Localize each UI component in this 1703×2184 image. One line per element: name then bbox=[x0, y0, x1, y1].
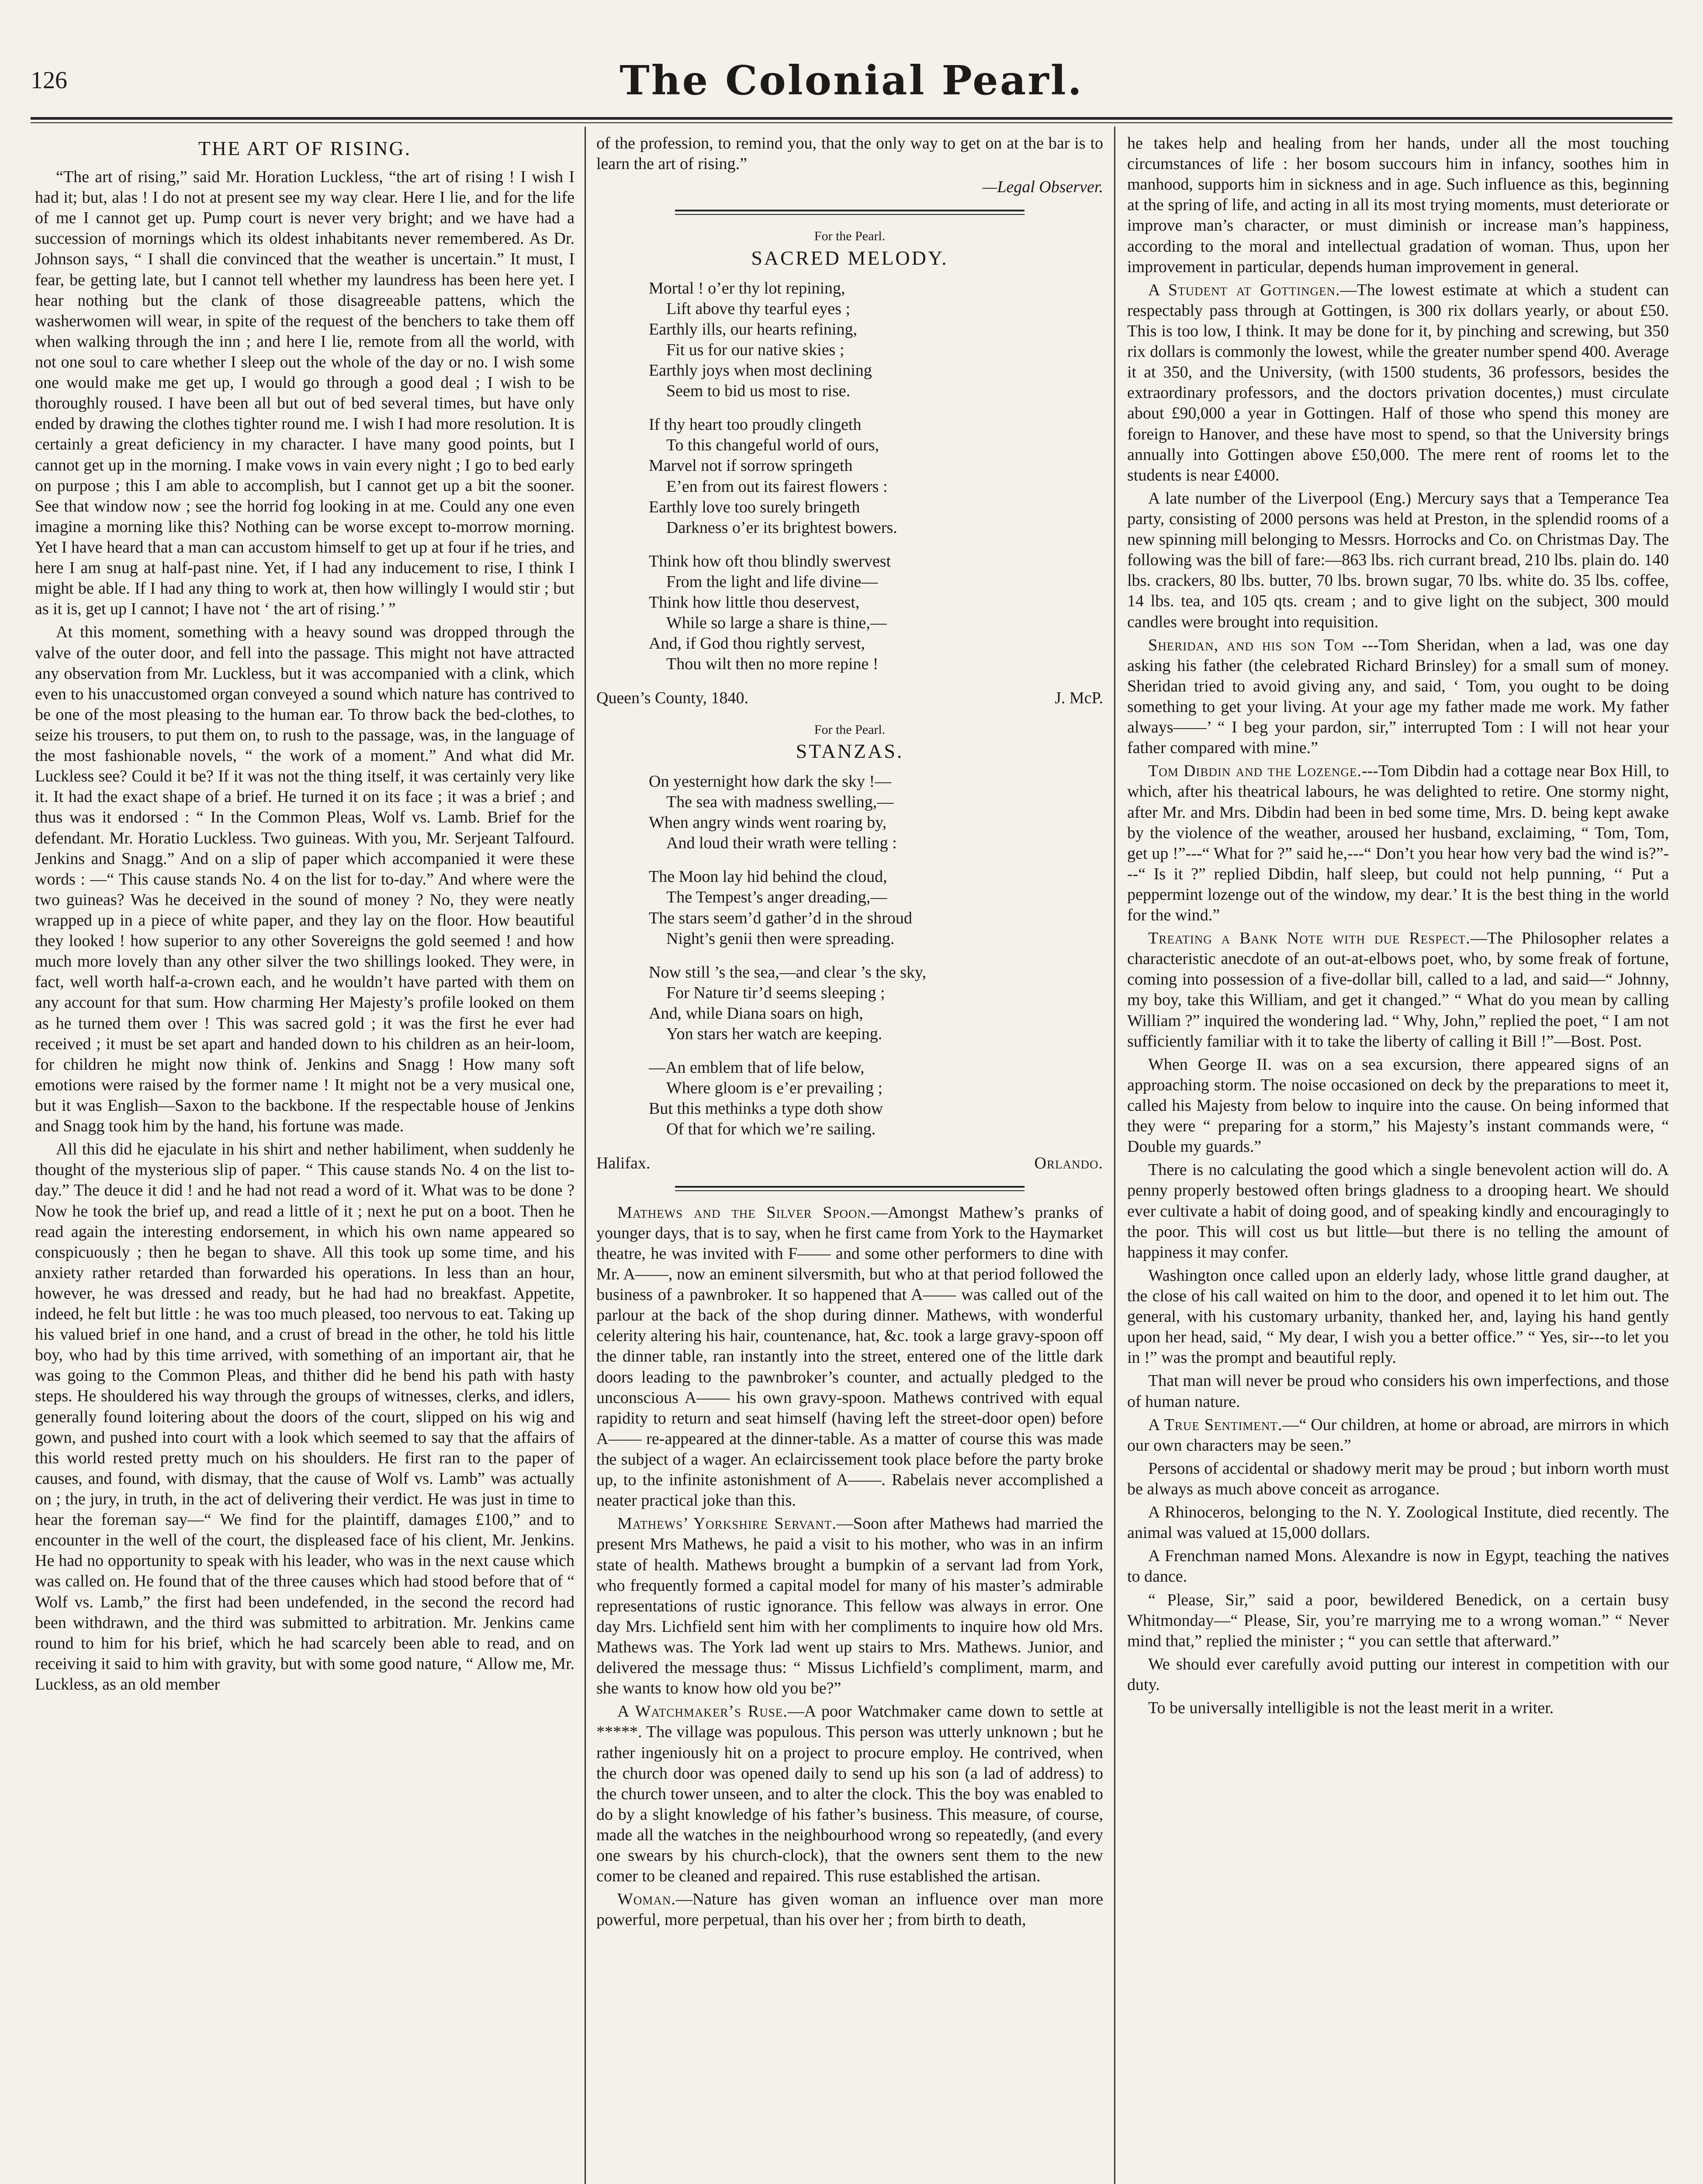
item-text: To be universally intelligible is not the least merit in a writer. bbox=[1148, 1699, 1554, 1717]
anecdote-paragraph bbox=[596, 1514, 1103, 1699]
poem-line: —An emblem that of life below, bbox=[649, 1058, 865, 1077]
poem-line: Mortal ! o’er thy lot repining, bbox=[649, 279, 845, 297]
poem-signature-row bbox=[596, 1153, 1103, 1174]
item-paragraph bbox=[1127, 488, 1669, 632]
poem-place: Queen’s County, 1840. bbox=[596, 688, 748, 707]
column-divider bbox=[585, 127, 586, 2184]
item-paragraph bbox=[1127, 1654, 1669, 1695]
item-lead: A Student at Gottingen. bbox=[1148, 280, 1340, 299]
poem-line: Night’s genii then were spreading. bbox=[666, 929, 895, 948]
poem-line: Darkness o’er its brightest bowers. bbox=[666, 518, 897, 537]
poem-line: The Moon lay hid behind the cloud, bbox=[649, 867, 887, 886]
item-text: ---Tom Sheridan, when a lad, was one day asking his father (the celebrated Richard Brinsley) for a small sum of money. Sheridan tried to avoid giving any, and said, ‘ Tom, you ought to be doing something to get your living. At your age my father made me work. My father always——’ “ I beg your pardon, sir,” interrupted Tom : I will not hear your father compared with mine.” bbox=[1127, 636, 1669, 757]
poem-line: On yesternight how dark the sky !— bbox=[649, 772, 892, 791]
column-3 bbox=[1127, 133, 1669, 2184]
poem-line: Thou wilt then no more repine ! bbox=[666, 655, 879, 674]
poem-line: Think how oft thou blindly swervest bbox=[649, 552, 891, 570]
item-lead: Treating a Bank Note with due Respect. bbox=[1148, 929, 1471, 948]
column-1 bbox=[35, 133, 575, 2184]
poem-line: Lift above thy tearful eyes ; bbox=[666, 299, 851, 318]
poem-line: Yon stars her watch are keeping. bbox=[666, 1025, 883, 1044]
item-text: ---Tom Dibdin had a cottage near Box Hill, to which, after his theatrical labours, he was delighted to retire. One stormy night, after Mr. and Mrs. Dibdin had been in bed some time, Mrs. D. being kept awake by the violence of the weather, aroused her husband, exclaiming, “ Tom, Tom, get up !”---“ What for ?” said he,---“ Don’t you hear how very bad the wind is?”---“ Is it ?” replied Dibdin, half sleep, but could not help punning, ‘‘ Put a peppermint lozenge out of the window, my dear.’ It is the best thing in the world for the wind.” bbox=[1127, 762, 1669, 925]
item-text: —The lowest estimate at which a student can respectably pass through at Gottingen, is 300 rix dollars yearly, or about £50. This is too low, I think. It may be done for it, by pinching and screwing, but 350 rix dollars is commonly the lowest, while the greater number spend 400. Average it at 350, and the University, (with 1500 students, 36 professors, besides the extraordinary professors, and the doctors privation docentes,) must circulate about £90,000 a year in Gottingen. Half of those who spend this money are foreign to Hanover, and these have most to spend, so that the University brings annually into Gottingen above £50,000. The mere rent of rooms let to the students is near £4000. bbox=[1127, 280, 1669, 484]
poem-line: Now still ’s the sea,—and clear ’s the sky, bbox=[649, 963, 926, 981]
item-text: —“ Our children, at home or abroad, are mirrors in which our own characters may be seen.” bbox=[1127, 1415, 1669, 1455]
item-paragraph bbox=[1127, 133, 1669, 277]
poem-line: Seem to bid us most to rise. bbox=[666, 382, 851, 401]
item-paragraph bbox=[1127, 1458, 1669, 1500]
item-text: —The Philosopher relates a characteristic anecdote of an out-at-elbows poet, who, by some freak of fortune, coming into possession of a five-dollar bill, called to a lad, and said—“ Johnny, my boy, take this William, and get it changed.” “ What do you mean by calling William ?” inquired the wondering lad. “ Why, John,” replied the poet, “ I am not sufficiently familiar with it to take the liberty of calling it Bill !”—Bost. Post. bbox=[1127, 929, 1669, 1051]
poem-line: Think how little thou deservest, bbox=[649, 593, 860, 612]
item-paragraph bbox=[1127, 928, 1669, 1052]
poem-line: The stars seem’d gather’d in the shroud bbox=[649, 909, 912, 927]
item-paragraph bbox=[1127, 1265, 1669, 1368]
poem-signature-row bbox=[596, 688, 1103, 708]
anecdote-lead: Mathews and the Silver Spoon. bbox=[617, 1203, 871, 1222]
poem-credit: For the Pearl. bbox=[814, 722, 886, 737]
poem-stanza bbox=[596, 551, 1103, 675]
anecdote-lead: Woman. bbox=[617, 1890, 676, 1909]
poem-title: STANZAS. bbox=[796, 740, 904, 762]
anecdote-lead: A Watchmaker’s Ruse. bbox=[617, 1702, 788, 1721]
poem-credit: For the Pearl. bbox=[814, 229, 886, 244]
item-text: When George II. was on a sea excursion, there appeared signs of an approaching storm. The noise occasioned on deck by the preparations to meet it, called his Majesty from below to inquire into the cause. On being informed that they were “ preparing for a storm,” his Majesty’s instant commands were, “ Double my guards.” bbox=[1127, 1055, 1669, 1156]
poem-stanza bbox=[596, 415, 1103, 538]
column-divider bbox=[1114, 127, 1115, 2184]
poem-line: The sea with madness swelling,— bbox=[666, 792, 894, 811]
item-text: There is no calculating the good which a single benevolent action will do. A penny properly bestowed often brings gladness to a drooping heart. We should ever cultivate a habit of doing good, and of speaking kindly and encouragingly to the poor. This will cost us but little—but there is no telling the amount of happiness it may confer. bbox=[1127, 1161, 1669, 1261]
item-lead: Sheridan, and his son Tom bbox=[1148, 636, 1354, 654]
separator-rule bbox=[675, 210, 1025, 211]
poem-line: And loud their wrath were telling : bbox=[666, 834, 897, 853]
anecdote-paragraph bbox=[596, 1701, 1103, 1887]
item-text: A late number of the Liverpool (Eng.) Mercury says that a Temperance Tea party, consisting of 2000 persons was held at Preston, in the splendid rooms of a new spinning mill belonging to Messrs. Horrocks and Co. on Christmas Day. The following was the bill of fare:—863 lbs. rich currant bread, 210 lbs. plain do. 140 lbs. crackers, 80 lbs. butter, 70 lbs. brown sugar, 70 lbs. white do. 35 lbs. coffee, 14 lbs. tea, and 105 qts. cream ; and to give light on the subject, 300 mould candles were brought into requisition. bbox=[1127, 489, 1669, 631]
separator-rule-thin bbox=[675, 214, 1025, 215]
item-paragraph bbox=[1127, 1698, 1669, 1718]
poem-line: Earthly joys when most declining bbox=[649, 361, 872, 380]
poem-line: Where gloom is e’er prevailing ; bbox=[666, 1079, 883, 1098]
anecdote-text: —Soon after Mathews had married the present Mrs Mathews, he paid a visit to his mother, who was in an infirm state of health. Mathews brought a bumpkin of a servant lad from York, who frequently formed a capital model for many of his master’s admirable representations of rustic ignorance. This fellow was always in error. One day Mrs. Lichfield sent him with her compliments to inquire how old Mrs. Mathews was. The York lad went up stairs to Mrs. Mathews. Junior, and delivered the message thus: “ Missus Lichfield’s compliment, marm, and she wants to know how old you be?” bbox=[596, 1514, 1103, 1698]
separator-rule-thin bbox=[675, 1190, 1025, 1191]
anecdote-text: —Nature has given woman an influence over man more powerful, more perpetual, than his over her ; from birth to death, bbox=[596, 1890, 1103, 1929]
item-text: A Frenchman named Mons. Alexandre is now in Egypt, teaching the natives to dance. bbox=[1127, 1547, 1669, 1586]
poem-stanza bbox=[596, 1057, 1103, 1140]
poem-line: The Tempest’s anger dreading,— bbox=[666, 888, 887, 907]
anecdote-paragraph bbox=[596, 1203, 1103, 1511]
header-rule bbox=[31, 117, 1672, 120]
poem-author: J. McP. bbox=[1055, 688, 1103, 707]
item-text: “ Please, Sir,” said a poor, bewildered Benedick, on a certain busy Whitmonday—“ Please, Sir, you’re marrying me to a wrong woman.” “ Never mind that,” replied the minister ; “ you can settle that afterward.” bbox=[1127, 1590, 1669, 1650]
item-paragraph bbox=[1127, 761, 1669, 926]
item-paragraph bbox=[1127, 1160, 1669, 1263]
anecdote-lead: Mathews’ Yorkshire Servant. bbox=[617, 1514, 837, 1533]
poem-line: Fit us for our native skies ; bbox=[666, 340, 845, 359]
page-number: 126 bbox=[31, 67, 67, 94]
item-paragraph bbox=[1127, 1546, 1669, 1587]
article-title: THE ART OF RISING. bbox=[198, 137, 412, 159]
article-paragraph: All this did he ejaculate in his shirt and nether habiliment, when suddenly he thought of the mysterious slip of paper. “ This cause stands No. 4 on the list to-day.” The deuce it did ! and he had not read a word of it. What was to be done ? Now he took the brief up, and read a little of it ; next he put on a boot. Then he read again the interesting endorsement, in which his own name appeared so conspicuously ; then he began to shave. All this took up some time, and his anxiety rather retarded than forwarded his operations. In less than an hour, however, he was dressed and ready, but he had had no breakfast. Appetite, indeed, he felt but little : he was too much pleased, too nervous to eat. Taking up his valued brief in one hand, and a crust of bread in the other, he told his little boy, who had by this time arrived, with something of an important air, that he was going to the Common Pleas, and thither did he bend his path with hasty steps. He shouldered his way through the groups of witnesses, clerks, and idlers, generally found loitering about the doors of the court, slipped on his wig and gown, and pushed into court with a look which seemed to say that the affairs of this world rested pretty much on his shoulders. He first ran to the paper of causes, and found, with dismay, that the cause of Wolf vs. Lamb” was actually on ; the jury, in truth, in the act of delivering their verdict. He was just in time to hear the foreman say—“ We find for the plaintiff, damages £100,” and to encounter in the well of the court, the displeased face of his client, Mr. Jenkins. He had no opportunity to speak with his leader, who was in the next cause which was called on. He found that of the three causes which had stood before that of “ Wolf vs. Lamb,” the first had been undefended, in the second the record had been withdrawn, and the third was submitted to arbitration. Mr. Jenkins came round to him for his brief, which he had scarcely been able to read, and on receiving it said to him with gravity, but with some good nature, “ Allow me, Mr. Luckless, as an old member bbox=[35, 1140, 575, 1694]
poem-line: While so large a share is thine,— bbox=[666, 614, 887, 632]
poem-line: When angry winds went roaring by, bbox=[649, 813, 887, 832]
item-text: Washington once called upon an elderly lady, whose little grand daugher, at the close of his call waited on him to the door, and opened it to let him out. The general, with his customary urbanity, thanked her, and, laying his hand gently upon her head, said, “ My dear, I wish you a better office.” “ Yes, sir---to let you in !” was the prompt and beautiful reply. bbox=[1127, 1266, 1669, 1367]
poem-stanza bbox=[596, 278, 1103, 402]
poem-stanza bbox=[596, 867, 1103, 949]
poem-line: And, while Diana soars on high, bbox=[649, 1004, 863, 1023]
item-paragraph bbox=[1127, 1502, 1669, 1543]
item-paragraph bbox=[1127, 1054, 1669, 1158]
item-paragraph bbox=[1127, 1415, 1669, 1456]
article-paragraph: “The art of rising,” said Mr. Horation Luckless, “the art of rising ! I wish I had it; but, alas ! I do not at present see my way clear. Here I lie, and for the life of me I cannot get up. Pump court is never very bright; and we have had a succession of mornings which its oldest inhabitants never remembered. As Dr. Johnson says, “ I shall die convinced that the weather is uncertain.” It must, I fear, be getting late, but I cannot tell whether my laundress has been here yet. I hear nothing but the clank of those disagreeable pattens, which the washerwomen will wear, in spite of the request of the benchers to take them off when walking through the inn ; and here I lie, remote from all the world, with not one soul to care whether I sleep out the whole of the day or no. I wish some one would make me get up, I would go through a good deal ; I wish to be thoroughly roused. I have been all but out of bed several times, but have only ended by drawing the clothes tighter round me. I wish I had more resolution. It is certainly a great deficiency in my character. I have many good points, but I cannot get up in the morning. I make vows in vain every night ; I go to bed early on purpose ; this I am able to accomplish, but I cannot get up a bit the sooner. See that window now ; see the horrid fog looking in at me. Could any one even imagine a morning like this? Nothing can be worse except to-morrow morning. Yet I have heard that a man can accustom himself to get up at four if he tries, and here I am snug at half-past nine. Yet, if I had any inducement to rise, I think I might be able. If I had any thing to work at, then how willingly I would stir ; but as it is, get up I cannot; I have not ‘ the art of rising.’ ” bbox=[35, 168, 575, 619]
item-paragraph bbox=[1127, 1590, 1669, 1652]
item-lead: A True Sentiment. bbox=[1148, 1415, 1283, 1434]
masthead: The Colonial Pearl. bbox=[620, 57, 1083, 104]
poem-line: From the light and life divine— bbox=[666, 572, 878, 591]
poem-place: Halifax. bbox=[596, 1154, 651, 1172]
item-lead: Tom Dibdin and the Lozenge. bbox=[1148, 762, 1362, 781]
article-source: —Legal Observer. bbox=[982, 178, 1103, 197]
poem-line: Earthly love too surely bringeth bbox=[649, 498, 860, 516]
poem-line: Earthly ills, our hearts refining, bbox=[649, 320, 857, 339]
poem-stanzas bbox=[596, 722, 1103, 1174]
poem-title: SACRED MELODY. bbox=[751, 246, 948, 269]
poem-line: But this methinks a type doth show bbox=[649, 1099, 883, 1118]
header-rule-thin bbox=[31, 122, 1672, 123]
item-paragraph bbox=[1127, 280, 1669, 486]
item-text: That man will never be proud who considers his own imperfections, and those of human nature. bbox=[1127, 1372, 1669, 1411]
item-text: A Rhinoceros, belonging to the N. Y. Zoological Institute, died recently. The animal was valued at 15,000 dollars. bbox=[1127, 1503, 1669, 1542]
poem-stanza bbox=[596, 962, 1103, 1044]
poem-author: Orlando. bbox=[1034, 1154, 1103, 1172]
poem-line: E’en from out its fairest flowers : bbox=[666, 477, 888, 496]
item-paragraph bbox=[1127, 1371, 1669, 1412]
anecdote-text: —Amongst Mathew’s pranks of younger days, that is to say, when he first came from York to the Haymarket theatre, he was invited with F—— and some other performers to dine with Mr. A——, now an eminent silversmith, but who at that period followed the business of a pawnbroker. It so happened that A—— was called out of the parlour at the back of the shop during dinner. Mathews, with wonderful celerity altering his hair, countenance, hat, &c. took a large gravy-spoon off the dinner table, ran instantly into the street, entered one of the little dark doors leading to the pawnbroker’s counter, and actually pledged to the unconscious A—— his own gravy-spoon. Mathews contrived with equal rapidity to return and seat himself (having left the street-door open) before A—— re-appeared at the dinner-table. As a matter of course this was made the subject of a wager. An eclaircissement took place before the party broke up, to the infinite astonishment of A——. Rabelais never accomplished a neater practical joke than this. bbox=[596, 1203, 1103, 1510]
column-2 bbox=[596, 133, 1103, 2184]
poem-line: And, if God thou rightly servest, bbox=[649, 634, 865, 653]
article-paragraph: At this moment, something with a heavy sound was dropped through the valve of the outer door, and fell into the passage. This might not have attracted any observation from Mr. Luckless, but it was accompanied with a clink, which even to his unaccustomed organ conveyed a sound which nature has contrived to be one of the most pleasing to the human ear. To throw back the bed-clothes, to seize his trousers, to put them on, to rush to the passage, was, in the language of the most fashionable novels, “ the work of a moment.” And what did Mr. Luckless see? Could it be? If it was not the thing itself, it was certainly very like it. It had the exact shape of a brief. He turned it on its face ; it was a brief ; and thus was it endorsed : “ In the Common Pleas, Wolf vs. Lamb. Brief for the defendant. Mr. Horatio Luckless. Two guineas. With you, Mr. Serjeant Talfourd. Jenkins and Snagg.” And on a slip of paper which accompanied it were these words : —“ This cause stands No. 4 on the list for to-day.” And where were the two guineas? Was he deceived in the sound of money ? No, they were neatly wrapped up in a piece of white paper, and they lay on the floor. How beautiful they looked ! how superior to any other Sovereigns the gold seemed ! and how much more lovely than any other silver the two shillings looked. They were, in fact, well worth half-a-crown each, and he wouldn’t have parted with them on any account for that sum. How charming Her Majesty’s profile looked on them as he turned them over ! This was sacred gold ; it was the first he ever had received ; it must be set apart and handed down to his children as an heir-loom, for children he might now think of. Jenkins and Snagg ! How many soft emotions were raised by the former name ! It might not be a very musical one, but it was English—Saxon to the backbone. If the respectable house of Jenkins and Snagg took him by the hand, his fortune was made. bbox=[35, 623, 575, 1136]
poem-stanza bbox=[596, 771, 1103, 854]
poem-line: If thy heart too proudly clingeth bbox=[649, 415, 862, 434]
item-text: he takes help and healing from her hands, under all the most touching circumstances of life : her bosom succours him in infancy, soothes him in manhood, supports him in sickness and in age. Such influence as this, beginning at the spring of life, and acting in all its most trying moments, must deteriorate or improve man’s character, or must diminish or increase man’s happiness, according to the moral and intellectual gradation of woman. Thus, upon her improvement in particular, depends human improvement in general. bbox=[1127, 134, 1669, 276]
article-continuation: of the profession, to remind you, that the only way to get on at the bar is to learn the art of rising.” bbox=[596, 134, 1103, 173]
poem-line: Of that for which we’re sailing. bbox=[666, 1120, 876, 1139]
item-text: We should ever carefully avoid putting our interest in competition with our duty. bbox=[1127, 1655, 1669, 1694]
poem-sacred-melody bbox=[596, 228, 1103, 708]
poem-line: For Nature tir’d seems sleeping ; bbox=[666, 983, 885, 1002]
separator-rule bbox=[675, 1186, 1025, 1188]
item-text: Persons of accidental or shadowy merit may be proud ; but inborn worth must be always as much above conceit as arrogance. bbox=[1127, 1459, 1669, 1498]
anecdote-text: —A poor Watchmaker came down to settle at *****. The village was populous. This person was utterly unknown ; but he rather ingeniously hit on a project to procure employ. He contrived, when the church door was opened daily to send up his son (a lad of address) to the church tower unseen, and to alter the clock. This the boy was enabled to do by a slight knowledge of his father’s business. This measure, of course, made all the watches in the neighbourhood wrong so repeatedly, (and every one swears by his church-clock), that the owners sent them to the new comer to be cleaned and repaired. This ruse established the artisan. bbox=[596, 1702, 1103, 1886]
poem-line: To this changeful world of ours, bbox=[666, 436, 879, 455]
poem-line: Marvel not if sorrow springeth bbox=[649, 456, 853, 475]
anecdote-paragraph bbox=[596, 1889, 1103, 1930]
item-paragraph bbox=[1127, 635, 1669, 759]
